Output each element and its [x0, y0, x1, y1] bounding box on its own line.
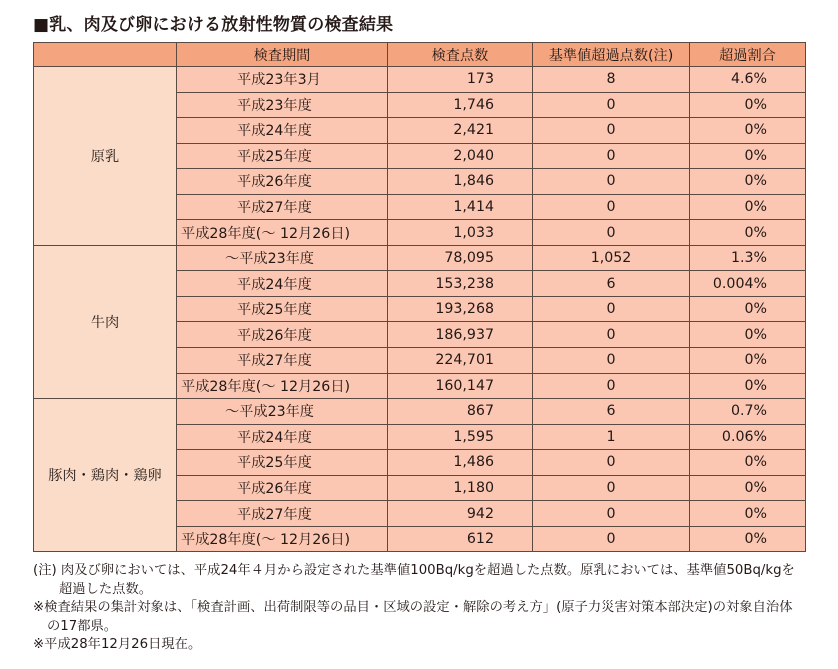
notes [33, 562, 805, 655]
ratio-cell: 4.6% [690, 67, 806, 93]
count-cell: 1,414 [388, 194, 533, 220]
ratio-cell: 0% [690, 296, 806, 322]
period-cell: 平成28年度(～ 12月26日) [177, 373, 388, 399]
period-cell: 平成27年度 [177, 194, 388, 220]
period-cell: 平成26年度 [177, 169, 388, 195]
exceed-cell: 0 [533, 92, 690, 118]
category-cell: 原乳 [34, 67, 177, 246]
table-row [34, 67, 806, 93]
ratio-cell: 0% [690, 169, 806, 195]
exceed-cell: 6 [533, 271, 690, 297]
period-cell: 平成27年度 [177, 501, 388, 527]
ratio-cell: 0% [690, 220, 806, 246]
table-row [34, 245, 806, 271]
header-category [34, 43, 177, 67]
note-3: ※平成28年12月26日現在。 [33, 637, 202, 653]
ratio-cell: 0% [690, 92, 806, 118]
period-cell: 平成24年度 [177, 424, 388, 450]
count-cell: 160,147 [388, 373, 533, 399]
period-cell: 平成24年度 [177, 271, 388, 297]
ratio-cell: 0% [690, 348, 806, 374]
exceed-cell: 0 [533, 296, 690, 322]
count-cell: 942 [388, 501, 533, 527]
period-cell: ～平成23年度 [177, 399, 388, 425]
exceed-cell: 0 [533, 475, 690, 501]
exceed-cell: 8 [533, 67, 690, 93]
exceed-cell: 0 [533, 373, 690, 399]
table-header-row [34, 43, 806, 67]
exceed-cell: 0 [533, 194, 690, 220]
category-cell: 牛肉 [34, 245, 177, 398]
ratio-cell: 0% [690, 475, 806, 501]
period-cell: ～平成23年度 [177, 245, 388, 271]
ratio-cell: 0% [690, 118, 806, 144]
count-cell: 153,238 [388, 271, 533, 297]
count-cell: 186,937 [388, 322, 533, 348]
ratio-cell: 0.004% [690, 271, 806, 297]
exceed-cell: 0 [533, 348, 690, 374]
exceed-cell: 0 [533, 322, 690, 348]
ratio-cell: 0% [690, 373, 806, 399]
page-title: ■乳、肉及び卵における放射性物質の検査結果 [33, 15, 394, 35]
ratio-cell: 1.3% [690, 245, 806, 271]
header-ratio: 超過割合 [690, 43, 806, 67]
period-cell: 平成23年度 [177, 92, 388, 118]
exceed-cell: 0 [533, 526, 690, 552]
exceed-cell: 6 [533, 399, 690, 425]
ratio-cell: 0% [690, 194, 806, 220]
count-cell: 78,095 [388, 245, 533, 271]
period-cell: 平成25年度 [177, 450, 388, 476]
count-cell: 867 [388, 399, 533, 425]
count-cell: 193,268 [388, 296, 533, 322]
ratio-cell: 0% [690, 501, 806, 527]
table-body [34, 67, 806, 552]
note-1: (注) 肉及び卵においては、平成24年４月から設定された基準値100Bq/kgを超過した点数。原乳においては、基準値50Bq/kgを超過した点数。 [33, 563, 795, 597]
ratio-cell: 0.7% [690, 399, 806, 425]
count-cell: 1,846 [388, 169, 533, 195]
count-cell: 2,040 [388, 143, 533, 169]
period-cell: 平成27年度 [177, 348, 388, 374]
count-cell: 224,701 [388, 348, 533, 374]
period-cell: 平成25年度 [177, 296, 388, 322]
ratio-cell: 0% [690, 526, 806, 552]
exceed-cell: 0 [533, 143, 690, 169]
header-period: 検査期間 [177, 43, 388, 67]
count-cell: 1,033 [388, 220, 533, 246]
period-cell: 平成23年3月 [177, 67, 388, 93]
count-cell: 173 [388, 67, 533, 93]
header-count: 検査点数 [388, 43, 533, 67]
exceed-cell: 1,052 [533, 245, 690, 271]
period-cell: 平成26年度 [177, 322, 388, 348]
ratio-cell: 0% [690, 143, 806, 169]
ratio-cell: 0% [690, 322, 806, 348]
category-cell: 豚肉・鶏肉・鶏卵 [34, 399, 177, 552]
note-2: ※検査結果の集計対象は、「検査計画、出荷制限等の品目・区域の設定・解除の考え方」(原子力災害対策本部決定)の対象自治体の17都県。 [33, 600, 793, 634]
period-cell: 平成24年度 [177, 118, 388, 144]
period-cell: 平成28年度(～ 12月26日) [177, 220, 388, 246]
count-cell: 2,421 [388, 118, 533, 144]
results-table [33, 42, 806, 552]
exceed-cell: 0 [533, 118, 690, 144]
exceed-cell: 0 [533, 450, 690, 476]
exceed-cell: 0 [533, 220, 690, 246]
period-cell: 平成25年度 [177, 143, 388, 169]
ratio-cell: 0% [690, 450, 806, 476]
exceed-cell: 0 [533, 501, 690, 527]
exceed-cell: 0 [533, 169, 690, 195]
count-cell: 1,595 [388, 424, 533, 450]
count-cell: 1,486 [388, 450, 533, 476]
count-cell: 1,746 [388, 92, 533, 118]
header-exceed: 基準値超過点数(注) [533, 43, 690, 67]
table-row [34, 399, 806, 425]
exceed-cell: 1 [533, 424, 690, 450]
count-cell: 1,180 [388, 475, 533, 501]
ratio-cell: 0.06% [690, 424, 806, 450]
period-cell: 平成28年度(～ 12月26日) [177, 526, 388, 552]
count-cell: 612 [388, 526, 533, 552]
period-cell: 平成26年度 [177, 475, 388, 501]
